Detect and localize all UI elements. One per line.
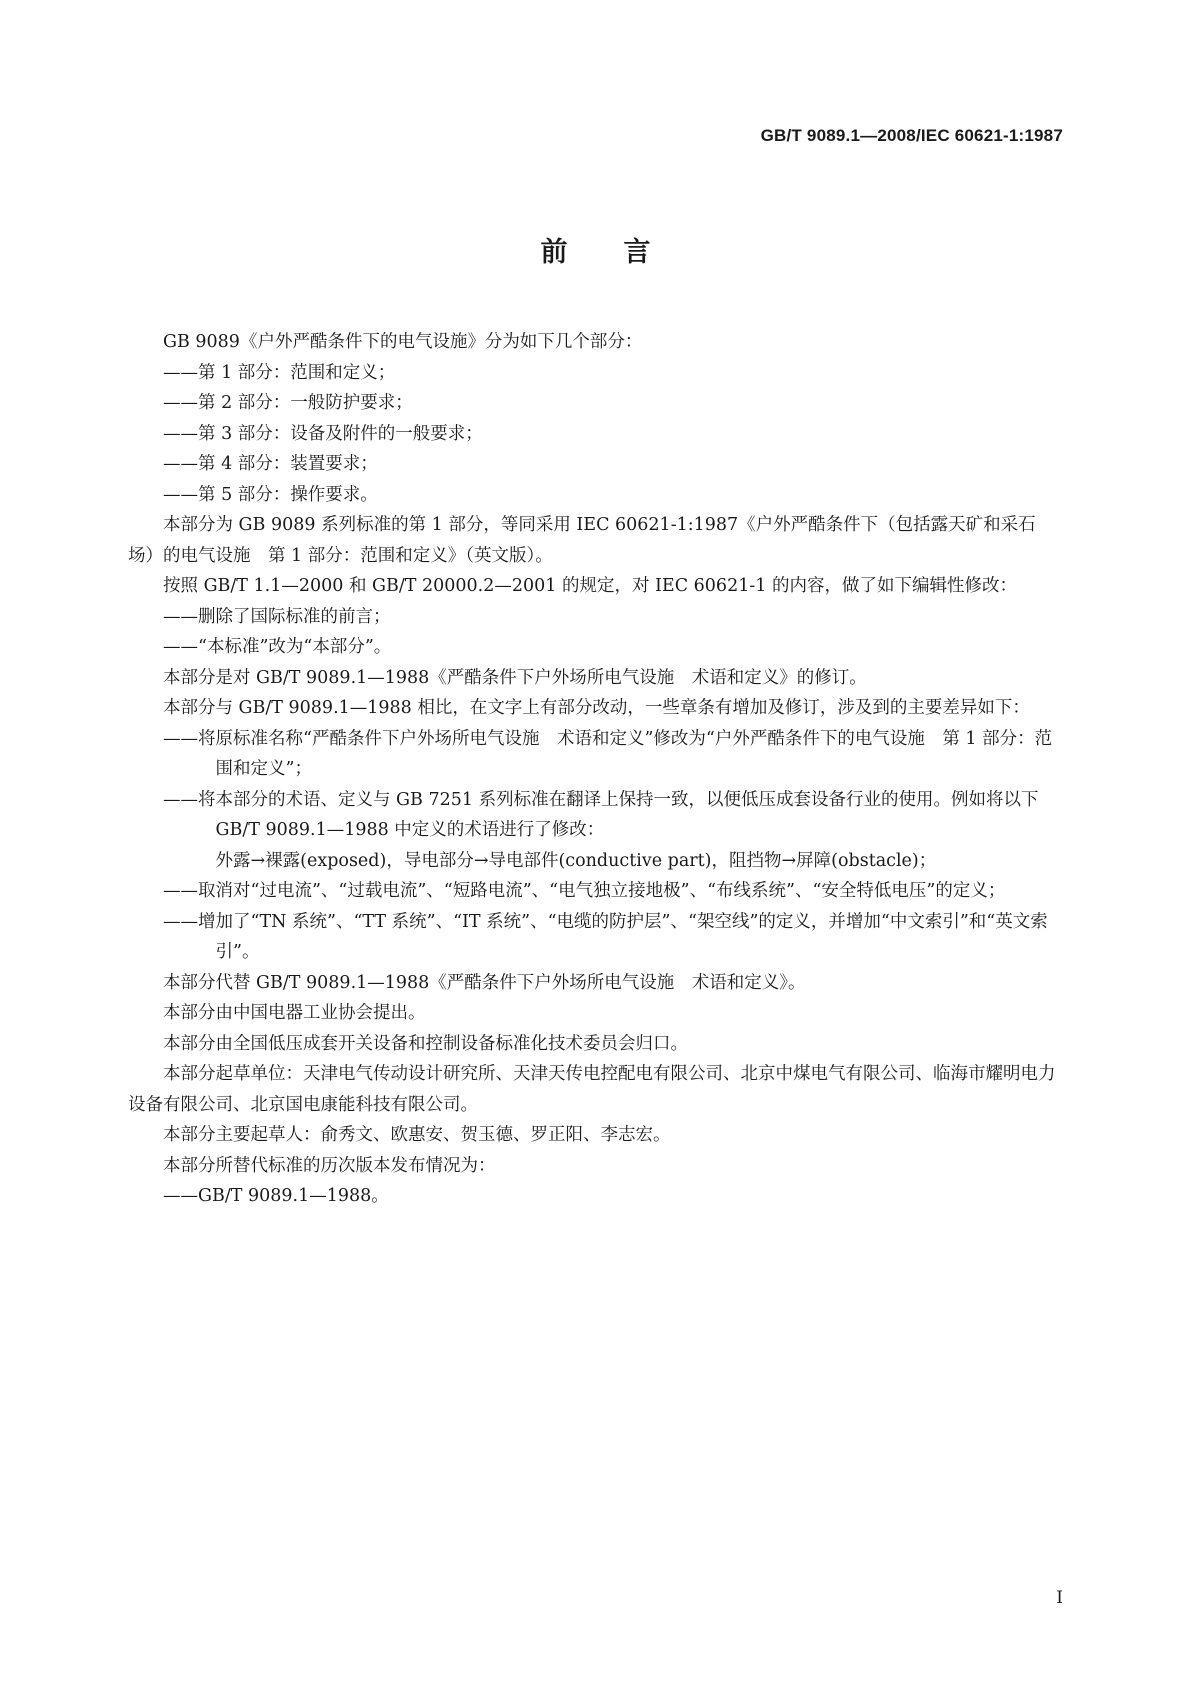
edit-list-item: ——删除了国际标准的前言； [163,606,391,627]
paragraph: 本部分所替代标准的历次版本发布情况为： [163,1155,496,1176]
part-list-item: ——第 5 部分：操作要求。 [163,484,378,505]
paragraph: 本部分主要起草人：俞秀文、欧惠安、贺玉德、罗正阳、李志宏。 [163,1125,671,1145]
difference-list-item: ——增加了“TN 系统”、“TT 系统”、“IT 系统”、“电缆的防护层”、“架空线”的定义，并增加“中文索引”和“英文索引”。 [163,911,1048,962]
document-body [128,327,1061,1212]
difference-list-item: ——将原标准名称“严酷条件下户外场所电气设施 术语和定义”修改为“户外严酷条件下的电气设施 第 1 部分：范围和定义”； [163,728,1053,779]
paragraph: 本部分为 GB 9089 系列标准的第 1 部分，等同采用 IEC 60621-1:1987《户外严酷条件下（包括露天矿和采石场）的电气设施 第 1 部分：范围和定义》（英文版）。 [128,515,1036,566]
history-list-item: ——GB/T 9089.1—1988。 [163,1186,389,1206]
part-list-item: ——第 4 部分：装置要求； [163,454,378,474]
part-list-item: ——第 2 部分：一般防护要求； [163,393,413,413]
part-list-item: ——第 3 部分：设备及附件的一般要求； [163,423,483,444]
paragraph: GB 9089《户外严酷条件下的电气设施》分为如下几个部分： [163,332,643,352]
difference-list-item: ——将本部分的术语、定义与 GB 7251 系列标准在翻译上保持一致，以便低压成套设备行业的使用。例如将以下 GB/T 9089.1—1988 中定义的术语进行了修改： [163,789,1039,840]
paragraph: 本部分代替 GB/T 9089.1—1988《严酷条件下户外场所电气设施 术语和定义》。 [163,972,806,993]
paragraph: 本部分与 GB/T 9089.1—1988 相比，在文字上有部分改动，一些章条有增加及修订，涉及到的主要差异如下： [163,698,1030,718]
difference-list-item: ——取消对“过电流”、“过载电流”、“短路电流”、“电气独立接地极”、“布线系统”、“安全特低电压”的定义； [163,881,1006,901]
paragraph: 本部分由中国电器工业协会提出。 [163,1003,426,1023]
page-number: I [1056,1588,1063,1608]
edit-list-item: ——“本标准”改为“本部分”。 [163,637,392,657]
part-list-item: ——第 1 部分：范围和定义； [163,362,396,383]
standard-number: GB/T 9089.1—2008/IEC 60621-1:1987 [760,126,1063,145]
page-title: 前言 [540,237,707,268]
paragraph: 本部分由全国低压成套开关设备和控制设备标准化技术委员会归口。 [163,1033,688,1054]
paragraph: 本部分起草单位：天津电气传动设计研究所、天津天传电控配电有限公司、北京中煤电气有限公司、临海市耀明电力设备有限公司、北京国电康能科技有限公司。 [128,1064,1056,1115]
term-change-line: 外露→裸露(exposed)，导电部分→导电部件(conductive part)，阻挡物→屏障(obstacle)； [215,850,937,871]
paragraph: 本部分是对 GB/T 9089.1—1988《严酷条件下户外场所电气设施 术语和定义》的修订。 [163,667,867,688]
paragraph: 按照 GB/T 1.1—2000 和 GB/T 20000.2—2001 的规定，对 IEC 60621-1 的内容，做了如下编辑性修改： [163,576,1017,596]
